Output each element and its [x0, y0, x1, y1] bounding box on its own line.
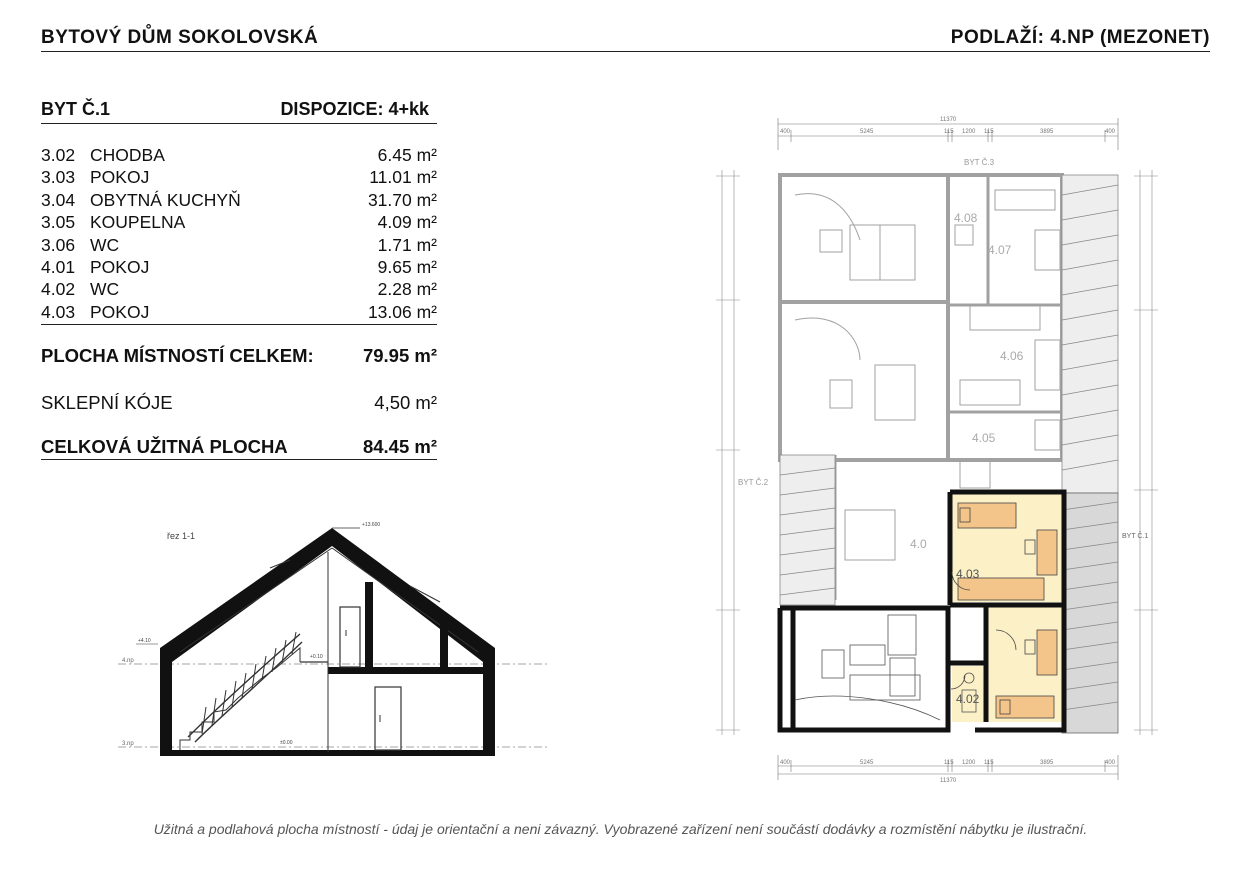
apartment-number: BYT Č.1 [41, 99, 111, 119]
dim-top-6: 3895 [1040, 129, 1054, 135]
mid-slab [328, 667, 495, 674]
room-label-4-03: 4.03 [956, 567, 980, 581]
room-code: 4.01 [41, 256, 76, 277]
room-label-4-02: 4.02 [956, 692, 980, 706]
room-code: 3.05 [41, 212, 76, 233]
staircase [180, 632, 302, 750]
section-drawing [110, 512, 560, 767]
header-divider [41, 51, 1210, 52]
room-row [41, 211, 437, 233]
section-title: řez 1-1 [167, 531, 196, 541]
room-code: 4.03 [41, 301, 76, 322]
usable-area [41, 436, 437, 460]
room-label-4-04: 4.0 [910, 537, 927, 551]
svg-text:+13.600: +13.600 [362, 522, 381, 528]
rooms-total-label: PLOCHA MÍSTNOSTÍ CELKEM: [41, 345, 314, 366]
room-label-4-06: 4.06 [1000, 349, 1024, 363]
floor-label: PODLAŽÍ: 4.NP (MEZONET) [950, 27, 1210, 48]
dimensions-bottom [778, 755, 1118, 784]
apartment-heading [41, 99, 437, 124]
room-area: 4.09 m² [377, 212, 437, 233]
floor-plan [700, 110, 1200, 790]
neighbor-apartment-3: BYT Č.3 [964, 158, 995, 167]
dim-top-5: 115 [984, 129, 994, 135]
svg-text:+4.10: +4.10 [138, 638, 151, 644]
svg-text:±0.00: ±0.00 [280, 740, 293, 746]
rooms-total-value: 79.95 m² [362, 345, 437, 366]
dim-top-3: 115 [944, 129, 954, 135]
room-area: 9.65 m² [377, 256, 437, 277]
dim-bottom-3: 115 [944, 760, 954, 766]
dimensions-top [778, 117, 1118, 150]
room-name: OBYTNÁ KUCHYŇ [90, 189, 241, 210]
cellar-label: SKLEPNÍ KÓJE [41, 392, 173, 413]
this-apartment-label: BYT Č.1 [1122, 533, 1149, 540]
room-code: 3.04 [41, 189, 76, 210]
apartment-layout: DISPOZICE: 4+kk [280, 99, 429, 119]
dim-bottom-7: 400 [1105, 760, 1116, 766]
cellar-value: 4,50 m² [374, 392, 437, 413]
usable-label: CELKOVÁ UŽITNÁ PLOCHA [41, 436, 288, 457]
usable-value: 84.45 m² [362, 436, 437, 457]
rooms-total [41, 345, 437, 369]
disclaimer: Užitná a podlahová plocha místností - údaj je orientační a neni závazný. Vyobrazené zařízení není součástí dodávky a rozmístění nábytku je ilustrační. [153, 821, 1088, 837]
dim-bottom-6: 3895 [1040, 760, 1054, 766]
room-label-4-07: 4.07 [988, 243, 1012, 257]
room-code: 3.02 [41, 145, 76, 165]
dim-bottom-2: 5245 [860, 760, 874, 766]
door-lower [375, 687, 401, 750]
dim-top-total: 11370 [940, 117, 957, 123]
level-label-lower: 3.np [122, 741, 134, 747]
dim-bottom-5: 115 [984, 760, 994, 766]
room-row [41, 189, 437, 211]
dim-bottom-4: 1200 [962, 760, 976, 766]
building-name: BYTOVÝ DŮM SOKOLOVSKÁ [41, 27, 319, 48]
dim-top-7: 400 [1105, 129, 1116, 135]
dim-top-4: 1200 [962, 129, 976, 135]
usable-divider [41, 459, 437, 460]
room-row [41, 166, 437, 188]
room-name: POKOJ [90, 301, 150, 322]
room-code: 3.06 [41, 234, 76, 255]
room-row [41, 301, 437, 323]
room-area: 2.28 m² [377, 279, 437, 300]
room-label-4-05: 4.05 [972, 431, 996, 445]
rooms-divider [41, 324, 437, 325]
room-name: POKOJ [90, 256, 150, 277]
room-row [41, 278, 437, 300]
room-name: WC [90, 234, 120, 255]
dimensions-left [716, 170, 740, 735]
cellar-area [41, 392, 437, 416]
right-wall [483, 662, 495, 754]
door-upper [340, 607, 360, 667]
room-code: 3.03 [41, 167, 76, 188]
room-code: 4.02 [41, 279, 76, 300]
dim-top-2: 5245 [860, 129, 874, 135]
room-name: POKOJ [90, 167, 150, 188]
room-area: 11.01 m² [369, 167, 437, 188]
room-area: 1.71 m² [377, 234, 437, 255]
dim-bottom-total: 11370 [940, 778, 957, 784]
room-label-4-08: 4.08 [954, 211, 978, 225]
left-wall [160, 662, 172, 754]
room-name: WC [90, 279, 120, 300]
room-area: 6.45 m² [377, 145, 437, 165]
room-area: 13.06 m² [367, 301, 437, 322]
room-list [41, 144, 437, 323]
dim-top-1: 400 [780, 129, 791, 135]
level-label-upper: 4.np [122, 658, 134, 664]
room-row [41, 256, 437, 278]
dimensions-right [1134, 170, 1158, 735]
room-row [41, 144, 437, 166]
room-name: KOUPELNA [90, 212, 186, 233]
room-name: CHODBA [90, 145, 165, 165]
svg-text:+0.10: +0.10 [310, 654, 323, 660]
neighbor-apartment-2: BYT Č.2 [738, 478, 769, 487]
dim-bottom-1: 400 [780, 760, 791, 766]
room-row [41, 234, 437, 256]
room-area: 31.70 m² [367, 189, 437, 210]
